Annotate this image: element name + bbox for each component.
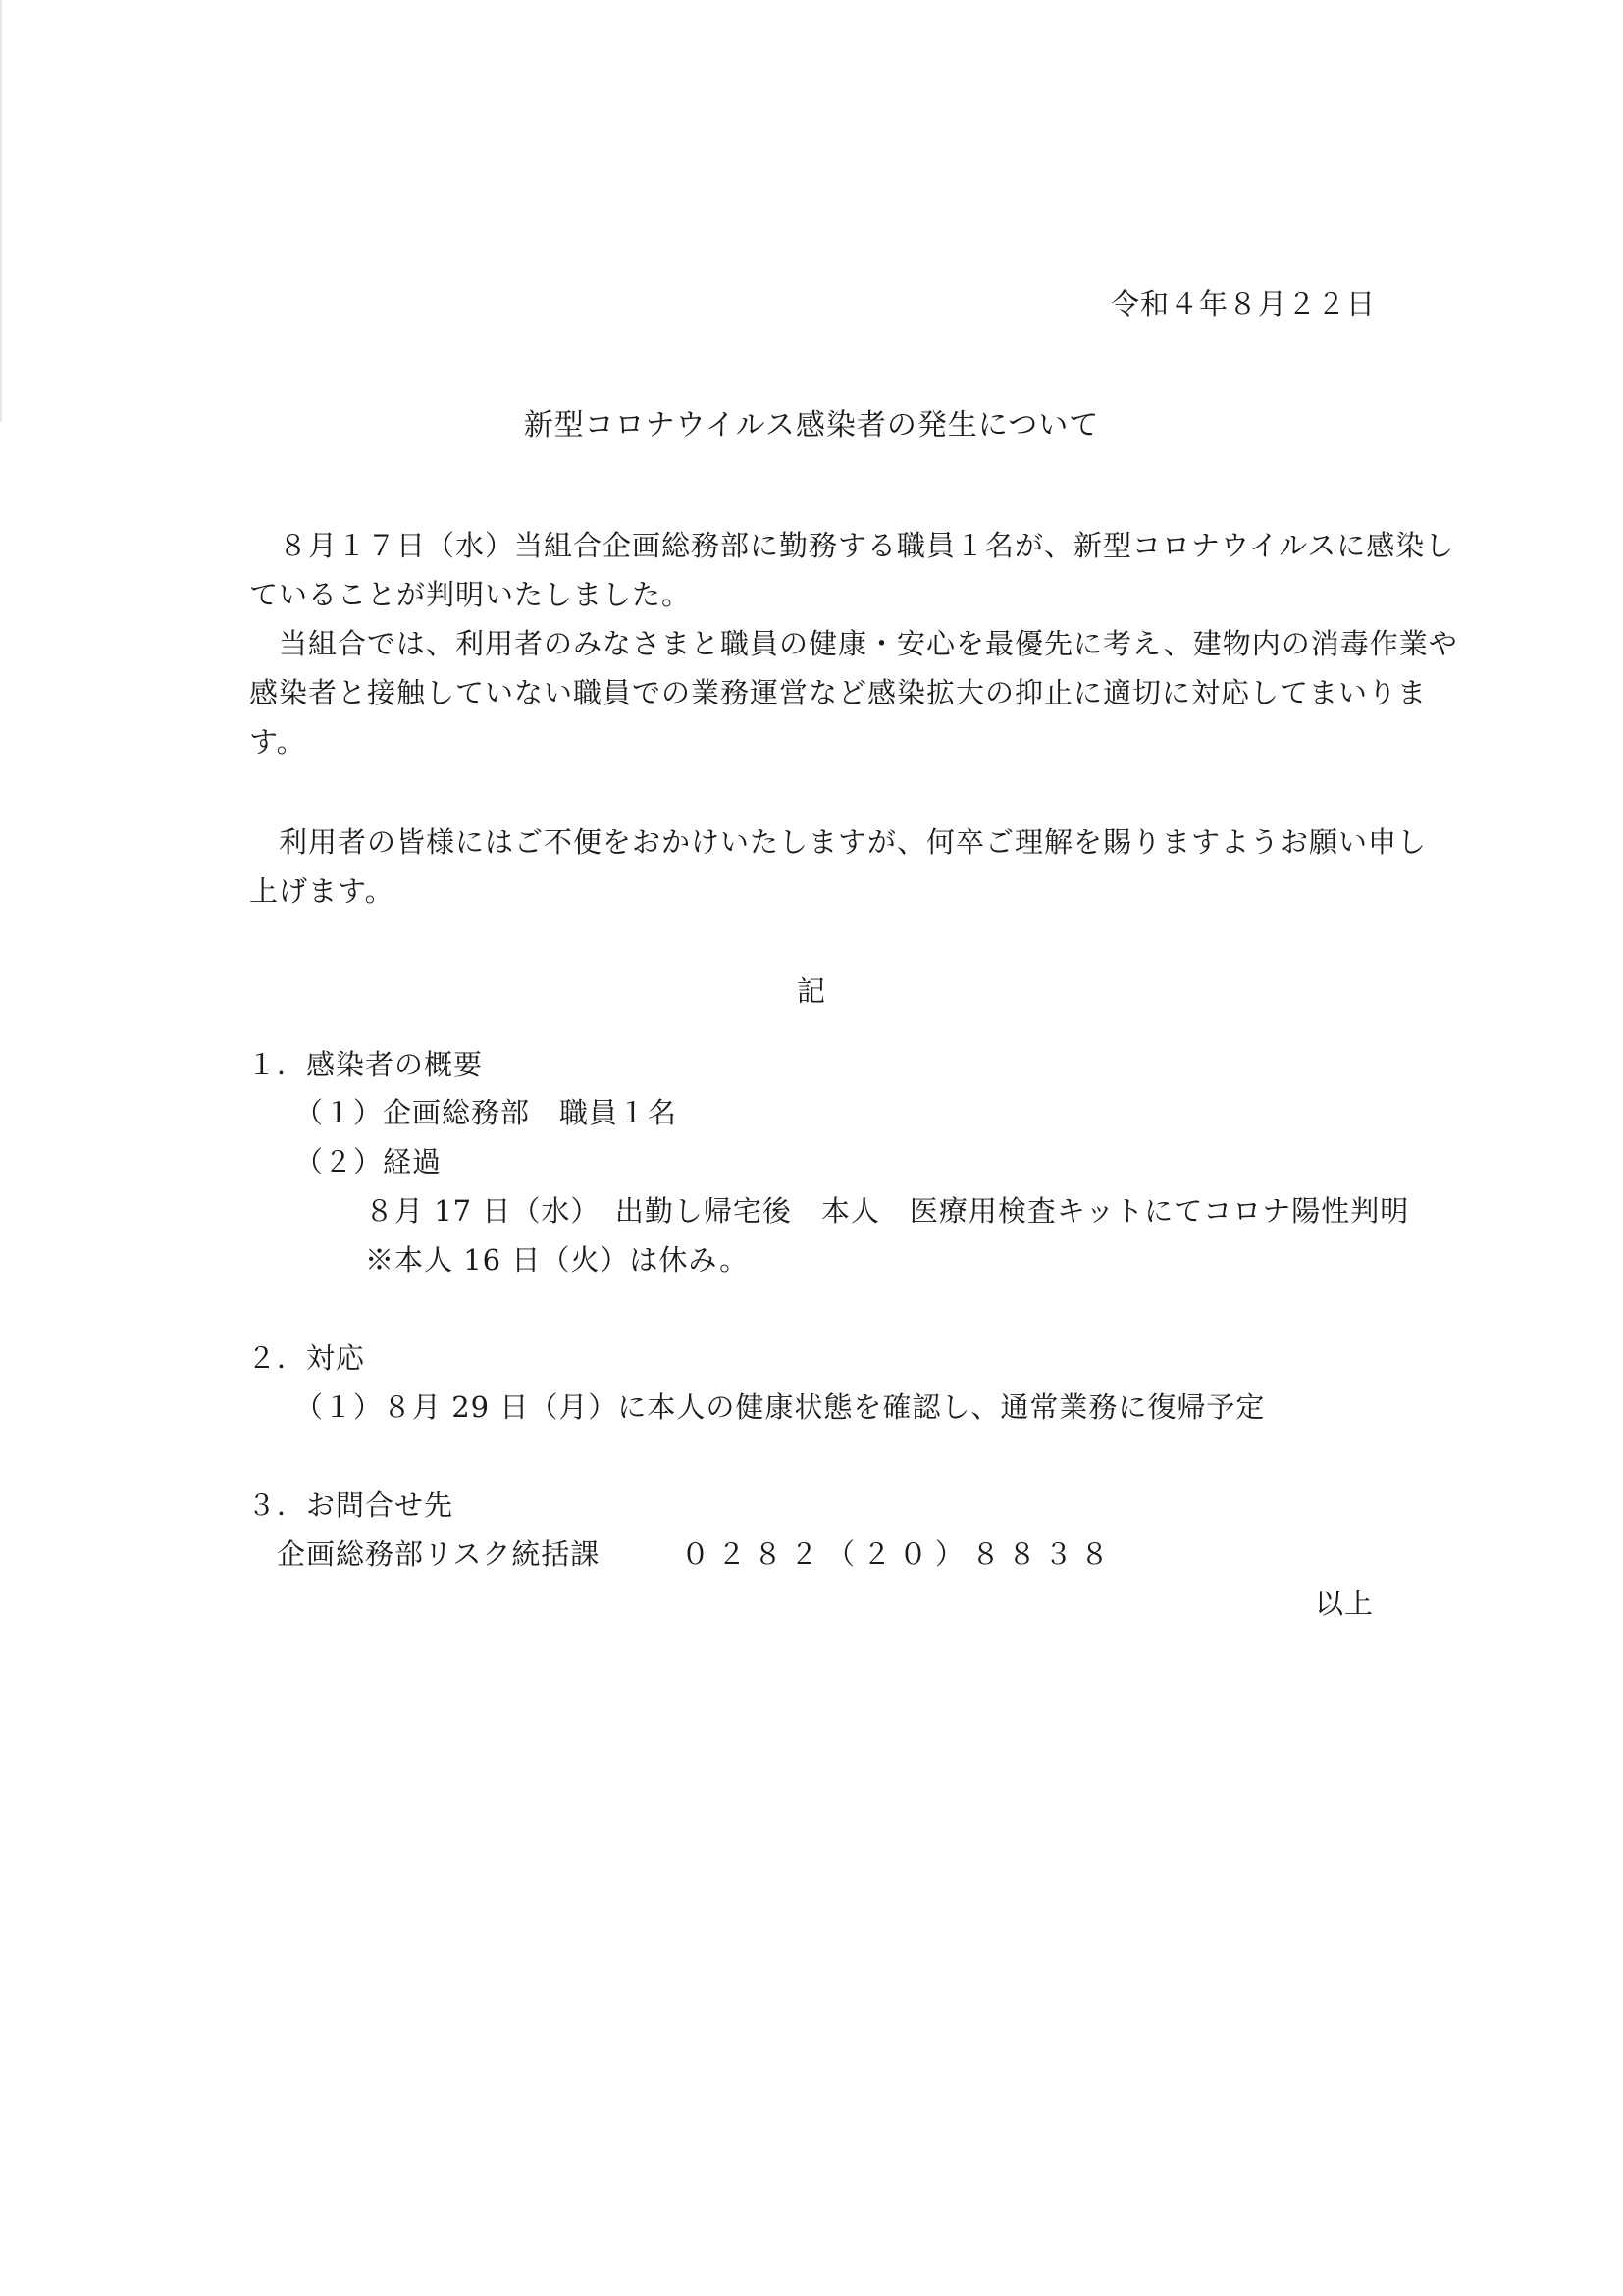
section1-heading: １．感染者の概要: [247, 1048, 484, 1081]
contact-phone: ０２８２（２０）８８３８: [681, 1538, 1118, 1571]
ki-heading: 記: [796, 974, 826, 1008]
body-paragraph-line: す。: [249, 725, 306, 758]
section2-item1: （１）８月 29 日（月）に本人の健康状態を確認し、通常業務に復帰予定: [294, 1390, 1266, 1424]
document-date: 令和４年８月２２日: [1110, 287, 1376, 321]
closing-ijou: 以上: [1314, 1587, 1374, 1620]
body-paragraph-line: 当組合では、利用者のみなさまと職員の健康・安心を最優先に考え、建物内の消毒作業や: [249, 627, 1458, 660]
body-paragraph-line: 利用者の皆様にはご不便をおかけいたしますが、何卒ご理解を賜りますようお願い申し: [249, 825, 1428, 859]
section2-heading: ２．対応: [247, 1341, 366, 1375]
body-paragraph-line: 感染者と接触していない職員での業務運営など感染拡大の抑止に適切に対応してまいりま: [249, 676, 1428, 709]
section1-item2: （２）経過: [294, 1145, 443, 1178]
section1-detail1: ８月 17 日（水） 出勤し帰宅後 本人 医療用検査キットにてコロナ陽性判明: [365, 1194, 1410, 1227]
document-title: 新型コロナウイルス感染者の発生について: [523, 408, 1100, 443]
body-paragraph-line: ８月１７日（水）当組合企画総務部に勤務する職員１名が、新型コロナウイルスに感染し: [249, 529, 1455, 562]
section1-item1: （１）企画総務部 職員１名: [294, 1096, 678, 1129]
scan-edge-shadow: [0, 0, 2, 422]
contact-department: 企画総務部リスク統括課: [277, 1538, 601, 1571]
body-paragraph-line: 上げます。: [249, 874, 394, 908]
section3-heading: ３．お問合せ先: [247, 1488, 454, 1522]
body-paragraph-line: ていることが判明いたしました。: [249, 578, 692, 611]
section1-detail2: ※本人 16 日（火）は休み。: [365, 1243, 750, 1277]
